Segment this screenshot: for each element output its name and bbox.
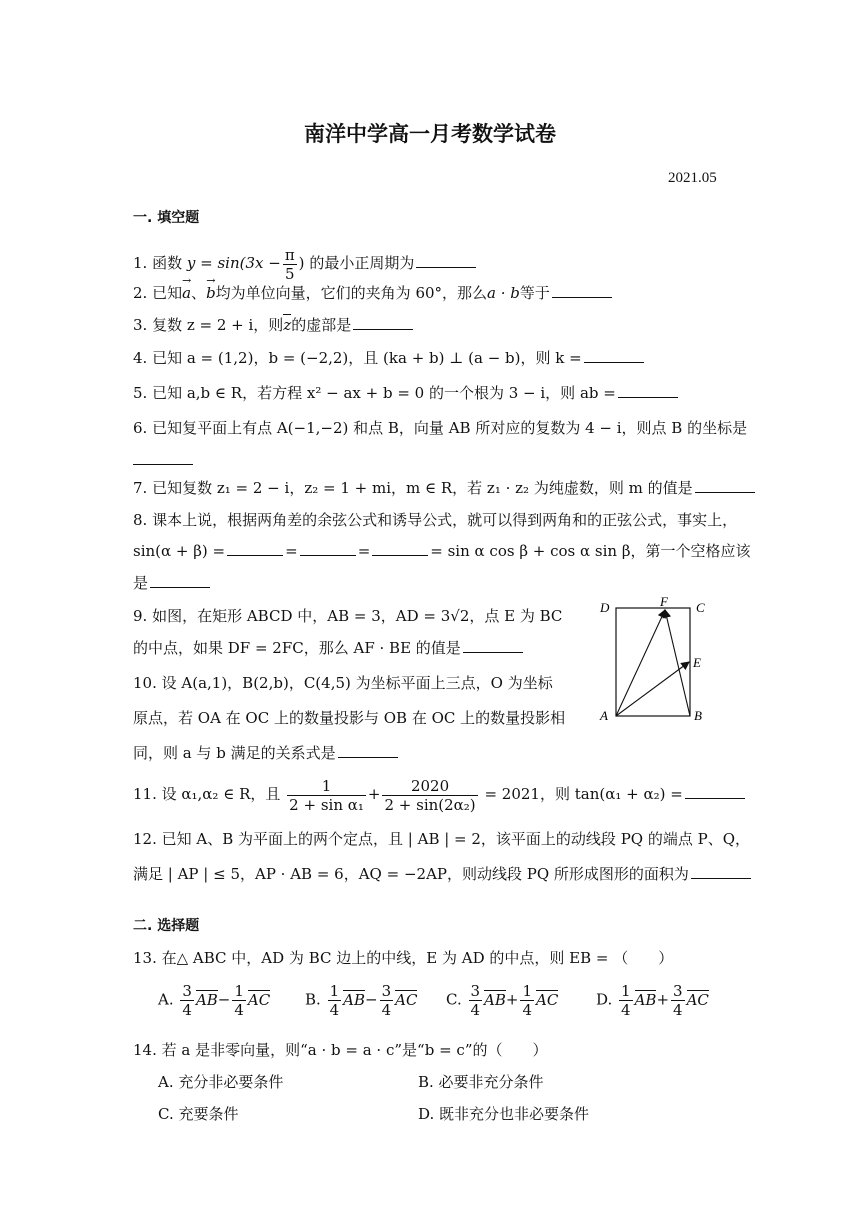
label-e: E — [693, 655, 701, 670]
label-a: A — [600, 708, 608, 723]
q14-option-a[interactable]: A. 充分非必要条件 — [158, 1073, 284, 1091]
question-8-line-1: 8. 课本上说，根据两角差的余弦公式和诱导公式，就可以得到两角和的正弦公式，事实上， — [133, 511, 738, 529]
exam-date: 2021.05 — [668, 170, 717, 186]
question-4: 4. 已知 a = (1,2)，b = (−2,2)，且 (ka + b) ⊥ (a − b)，则 k = — [133, 348, 646, 368]
section-heading-multiple-choice: 二. 选择题 — [133, 918, 200, 934]
label-c: C — [696, 600, 705, 615]
vector-be — [665, 610, 690, 716]
label-f: F — [660, 596, 668, 609]
question-3: 3. 复数 z = 2 + i，则z的虚部是 — [133, 315, 415, 335]
answer-blank-4[interactable] — [584, 348, 644, 363]
answer-blank-2[interactable] — [552, 283, 612, 298]
q14-option-c[interactable]: C. 充要条件 — [158, 1105, 239, 1123]
q13-option-c[interactable]: C. $\frac{3}{4}$ AB+ $\frac{1}{4}$ AC — [446, 982, 559, 1019]
vector-af — [616, 610, 665, 716]
question-10-line-1: 10. 设 A(a,1)，B(2,b)，C(4,5) 为坐标平面上三点，O 为坐标 — [133, 674, 553, 692]
question-9-line-1: 9. 如图，在矩形 ABCD 中，AB = 3，AD = 3√2，点 E 为 BC — [133, 607, 563, 625]
vector-ae — [616, 662, 689, 716]
rectangle-figure — [592, 596, 732, 736]
answer-blank-7[interactable] — [695, 478, 755, 493]
question-8-line-2: sin(α + β) = = = = sin α cos β + cos α sin β，第一个空格应该 — [133, 542, 751, 560]
answer-blank-5[interactable] — [618, 383, 678, 398]
question-5: 5. 已知 a,b ∈ R，若方程 x² − ax + b = 0 的一个根为 3 − i，则 ab = — [133, 383, 680, 403]
question-10-line-3: 同，则 a 与 b 满足的关系式是 — [133, 743, 400, 763]
question-9-line-2: 的中点，如果 DF = 2FC，那么 AF · BE 的值是 — [133, 638, 525, 658]
section-heading-fill-in: 一. 填空题 — [133, 210, 200, 226]
question-12-line-1: 12. 已知 A、B 为平面上的两个定点，且 | AB | = 2，该平面上的动线段 PQ 的端点 P、Q， — [133, 830, 751, 848]
answer-blank-3[interactable] — [353, 315, 413, 330]
question-8-line-3: 是 — [133, 573, 212, 593]
answer-blank-12[interactable] — [691, 864, 751, 879]
q14-option-b[interactable]: B. 必要非充分条件 — [418, 1073, 544, 1091]
rectangle-abcd — [616, 608, 690, 716]
question-7: 7. 已知复数 z₁ = 2 − i，z₂ = 1 + mi，m ∈ R，若 z₁ · z₂ 为纯虚数，则 m 的值是 — [133, 478, 757, 498]
fraction: $\frac{\pi}{5}$ — [284, 245, 295, 283]
page-title: 南洋中学高一月考数学试卷 — [304, 122, 556, 146]
label-b: B — [694, 708, 702, 723]
question-10-line-2: 原点，若 OA 在 OC 上的数量投影与 OB 在 OC 上的数量投影相 — [133, 709, 566, 727]
question-1: 1. 函数 y = sin(3x − $\frac{\pi}{5}$ ) 的最小正周期为 — [133, 243, 478, 283]
question-6: 6. 已知复平面上有点 A(−1,−2) 和点 B，向量 AB 所对应的复数为 4 − i，则点 B 的坐标是 — [133, 419, 748, 437]
q13-option-a[interactable]: A. $\frac{3}{4}$ AB− $\frac{1}{4}$ AC — [158, 982, 271, 1019]
answer-blank-11[interactable] — [685, 784, 745, 799]
q14-option-d[interactable]: D. 既非充分也非必要条件 — [418, 1105, 590, 1123]
label-d: D — [600, 600, 610, 615]
answer-blank-8b[interactable] — [300, 541, 356, 556]
question-14: 14. 若 a 是非零向量，则“a · b = a · c”是“b = c”的（ ） — [133, 1041, 548, 1059]
answer-blank-10[interactable] — [338, 743, 398, 758]
question-6-answer-line — [133, 450, 193, 470]
answer-blank-8a[interactable] — [227, 541, 283, 556]
answer-blank-1[interactable] — [416, 253, 476, 268]
question-12-line-2: 满足 | AP | ≤ 5，AP · AB = 6，AQ = −2AP，则动线段 PQ 所形成图形的面积为 — [133, 864, 753, 884]
question-13: 13. 在△ ABC 中，AD 为 BC 边上的中线，E 为 AD 的中点，则 EB = （ ） — [133, 949, 674, 967]
question-11: 11. 设 α₁,α₂ ∈ R，且 $\frac{1}{\text{2 + sin α₁}}$ + $\frac{2020}{\text{2 + sin(2α₂)}}$ = 2021，则 tan(α₁ + α₂) = — [133, 774, 747, 814]
q13-option-d[interactable]: D. $\frac{1}{4}$ AB+ $\frac{3}{4}$ AC — [596, 982, 709, 1019]
answer-blank-8c[interactable] — [372, 541, 428, 556]
answer-blank-9[interactable] — [463, 638, 523, 653]
q13-option-b[interactable]: B. $\frac{1}{4}$ AB− $\frac{3}{4}$ AC — [305, 982, 418, 1019]
answer-blank-8-first[interactable] — [150, 573, 210, 588]
answer-blank-6[interactable] — [133, 450, 193, 465]
question-2: 2. 已知→ a、→ b均为单位向量，它们的夹角为 60°，那么a · b等于 — [133, 283, 614, 303]
